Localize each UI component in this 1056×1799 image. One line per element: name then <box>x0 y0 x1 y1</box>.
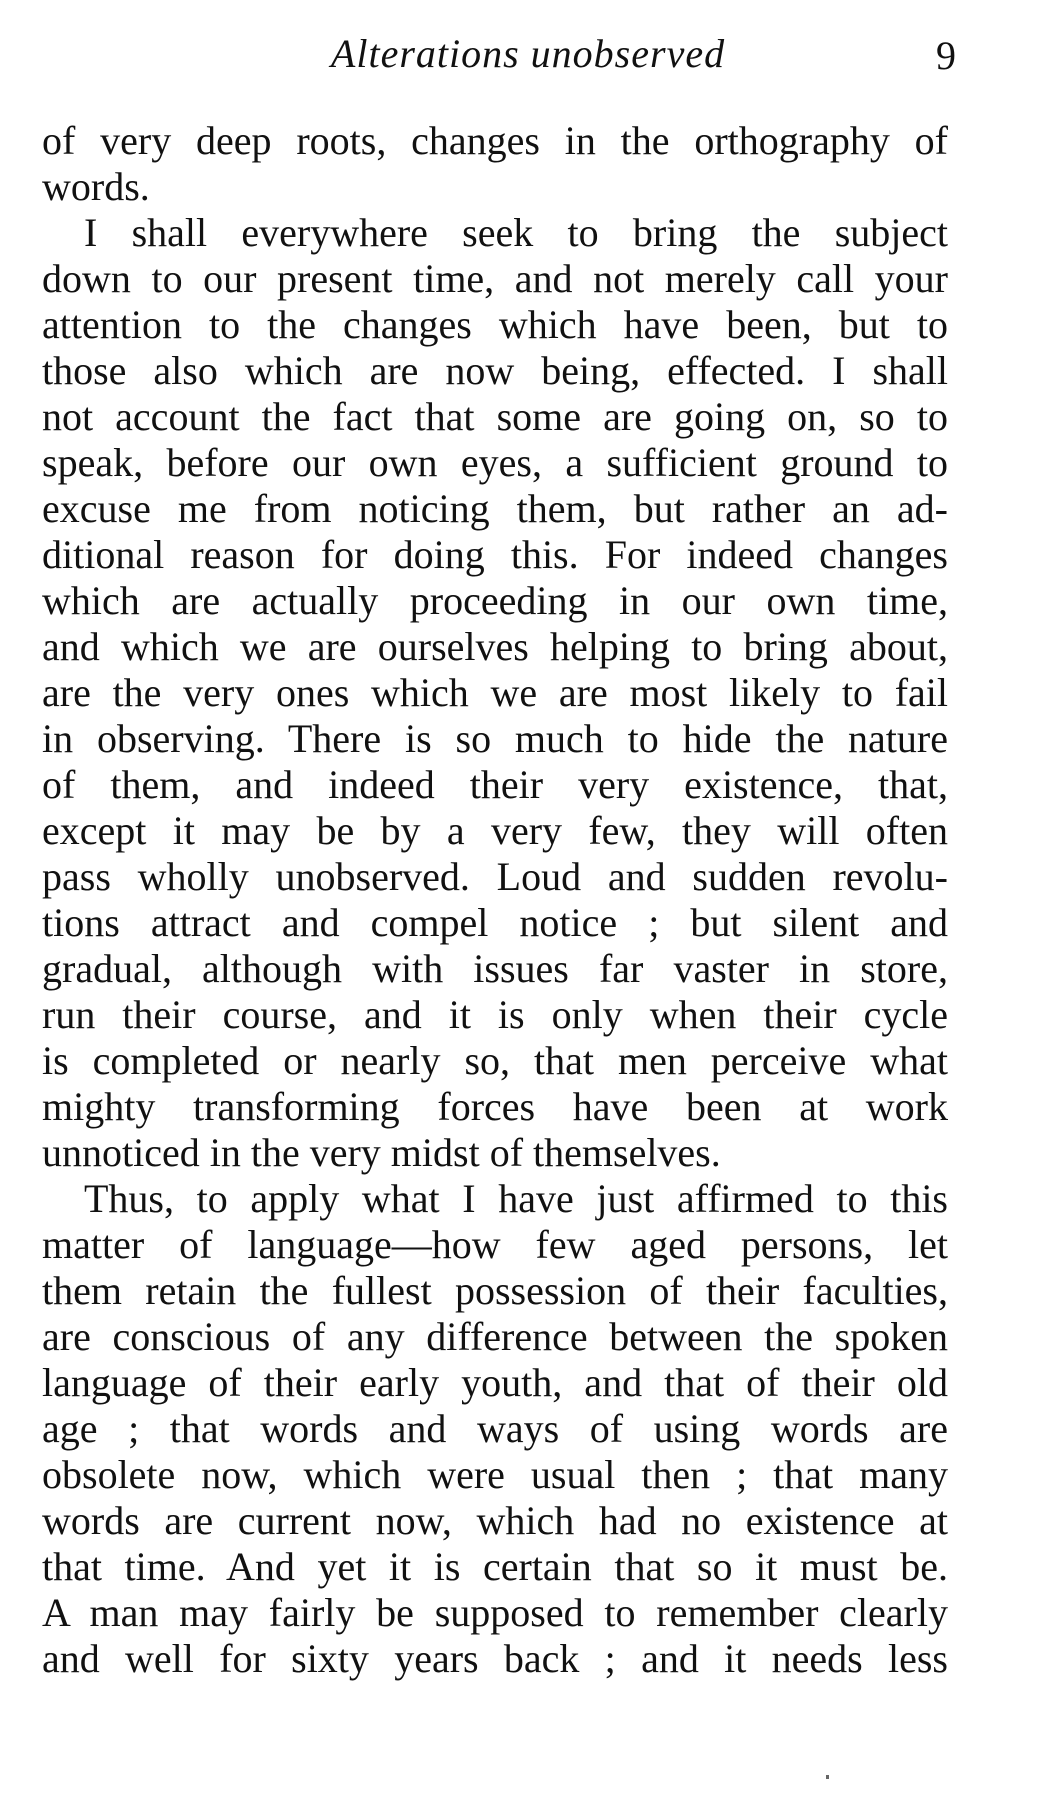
text-line: attention to the changes which have been, but to <box>42 302 948 347</box>
running-title: Alterations unobserved <box>330 31 726 76</box>
text-line: language of their early youth, and that of their old <box>42 1360 948 1405</box>
text-line: excuse me from noticing them, but rather an ad- <box>42 486 948 531</box>
text-line: speak, before our own eyes, a sufficient ground to <box>42 440 948 485</box>
body-text <box>42 118 948 1682</box>
text-line: words. <box>42 164 150 209</box>
text-line: down to our present time, and not merely call your <box>42 256 948 301</box>
text-line: except it may be by a very few, they will often <box>42 808 948 853</box>
text-line: mighty transforming forces have been at work <box>42 1084 948 1129</box>
text-line: is completed or nearly so, that men perceive what <box>42 1038 948 1083</box>
text-line: and which we are ourselves helping to bring about, <box>42 624 948 669</box>
text-line: age ; that words and ways of using words are <box>42 1406 948 1451</box>
text-line: not account the fact that some are going on, so to <box>42 394 948 439</box>
text-line: which are actually proceeding in our own time, <box>42 578 948 623</box>
text-line: I shall everywhere seek to bring the subject <box>84 210 948 255</box>
text-line: tions attract and compel notice ; but silent and <box>42 900 948 945</box>
page-number: 9 <box>936 33 956 78</box>
text-line: them retain the fullest possession of their faculties, <box>42 1268 948 1313</box>
text-line: unnoticed in the very midst of themselves. <box>42 1130 721 1175</box>
ink-speck <box>826 1775 829 1779</box>
text-line: and well for sixty years back ; and it needs less <box>42 1636 948 1681</box>
text-line: in observing. There is so much to hide the nature <box>42 716 948 761</box>
text-line: words are current now, which had no existence at <box>42 1498 948 1543</box>
text-line: pass wholly unobserved. Loud and sudden revolu- <box>42 854 948 899</box>
text-line: are the very ones which we are most likely to fail <box>42 670 948 715</box>
text-line: run their course, and it is only when their cycle <box>42 992 948 1037</box>
text-line: A man may fairly be supposed to remember clearly <box>42 1590 948 1635</box>
text-line: are conscious of any difference between the spoken <box>42 1314 948 1359</box>
text-line: obsolete now, which were usual then ; that many <box>42 1452 948 1497</box>
text-line: ditional reason for doing this. For indeed changes <box>42 532 948 577</box>
text-line: those also which are now being, effected. I shall <box>42 348 948 393</box>
text-line: Thus, to apply what I have just affirmed to this <box>84 1176 948 1221</box>
text-line: of them, and indeed their very existence, that, <box>42 762 948 807</box>
text-line: that time. And yet it is certain that so it must be. <box>42 1544 948 1589</box>
text-line: matter of language—how few aged persons, let <box>42 1222 948 1267</box>
text-line: gradual, although with issues far vaster in store, <box>42 946 948 991</box>
text-line: of very deep roots, changes in the orthography of <box>42 118 948 163</box>
